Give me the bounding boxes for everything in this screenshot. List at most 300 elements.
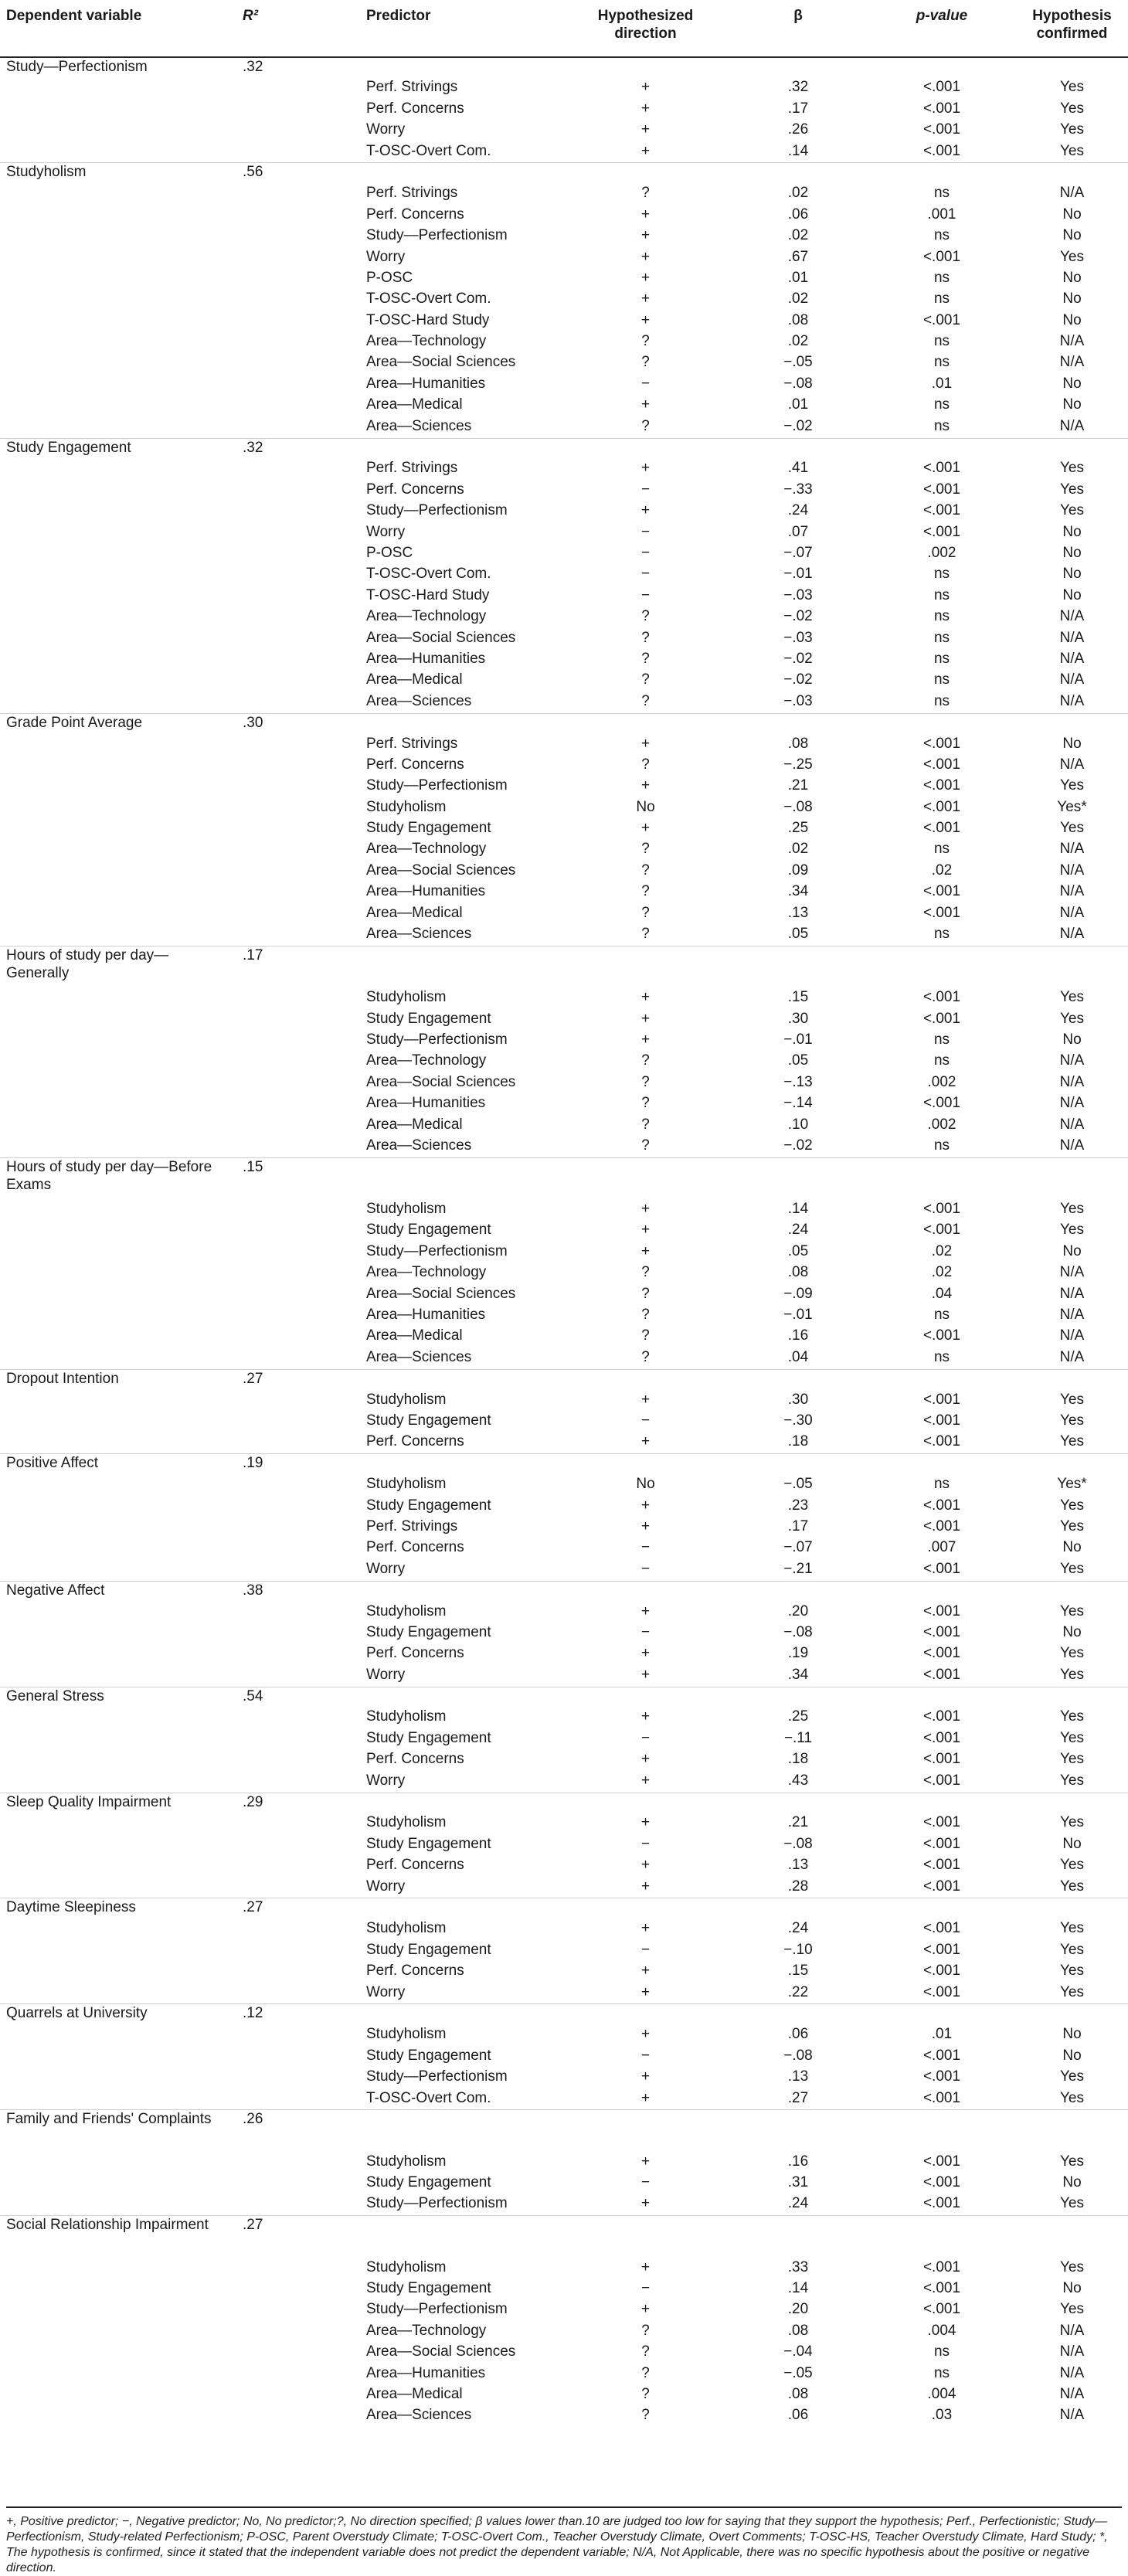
empty-cell: [562, 1687, 729, 1708]
empty-cell: [1016, 1687, 1128, 1708]
beta-cell: .23: [787, 1497, 809, 1514]
group-header-row: [0, 1687, 1128, 1708]
predictor-cell: Studyholism: [366, 1814, 447, 1831]
beta-cell: .05: [787, 1242, 809, 1259]
beta-cell: −.01: [783, 1307, 813, 1324]
direction-cell: −: [640, 1835, 651, 1852]
confirmed-cell: Yes: [1060, 121, 1084, 138]
empty-cell: [1016, 2131, 1128, 2152]
confirmed-cell: N/A: [1059, 1116, 1085, 1133]
direction-cell: +: [640, 1645, 651, 1662]
table-row: [0, 2279, 1128, 2300]
r-squared-value: .27: [236, 2216, 360, 2258]
predictor-cell: Worry: [366, 248, 406, 265]
p-value-cell: <.001: [922, 2068, 961, 2085]
predictor-cell: T-OSC-Overt Com.: [366, 2089, 491, 2106]
confirmed-cell: No: [1062, 1242, 1082, 1259]
empty-cell: [0, 1856, 236, 1877]
confirmed-cell: N/A: [1059, 2343, 1085, 2360]
beta-cell: .07: [787, 523, 809, 540]
group-header-row: [0, 57, 1128, 78]
empty-cell: [729, 1454, 868, 1475]
empty-cell: [236, 2173, 360, 2194]
empty-cell: [236, 735, 360, 756]
confirmed-cell: N/A: [1059, 2364, 1085, 2381]
predictor-cell: Area—Medical: [366, 1327, 463, 1344]
group-header-row: [0, 1157, 1128, 1178]
header-r-squared: [236, 0, 360, 57]
table-row: [0, 1983, 1128, 2004]
confirmed-cell: No: [1062, 735, 1082, 752]
empty-cell: [0, 2322, 236, 2343]
p-value-cell: .02: [931, 861, 953, 878]
table-row: [0, 1348, 1128, 1369]
p-value-cell: <.001: [922, 798, 961, 815]
beta-cell: .05: [787, 1052, 809, 1069]
predictor-cell: Area—Social Sciences: [366, 354, 516, 371]
beta-cell: .13: [787, 2068, 809, 2085]
empty-cell: [360, 438, 562, 459]
p-value-cell: <.001: [922, 502, 961, 519]
confirmed-cell: Yes: [1060, 2068, 1084, 2085]
predictor-cell: Perf. Strivings: [366, 185, 458, 202]
dependent-variable: Negative Affect: [0, 1581, 236, 1602]
confirmed-cell: N/A: [1059, 1052, 1085, 1069]
beta-cell: −.05: [783, 1476, 813, 1493]
confirmed-cell: N/A: [1059, 608, 1085, 625]
predictor-cell: Worry: [366, 1560, 406, 1577]
empty-cell: [236, 290, 360, 311]
confirmed-cell: N/A: [1059, 629, 1085, 646]
empty-cell: [236, 756, 360, 777]
p-value-cell: <.001: [922, 1560, 961, 1577]
direction-cell: +: [640, 1242, 651, 1259]
empty-cell: [236, 311, 360, 332]
p-value-cell: ns: [933, 1052, 950, 1069]
empty-cell: [729, 163, 868, 184]
confirmed-cell: No: [1062, 2026, 1082, 2043]
empty-cell: [0, 2153, 236, 2173]
empty-cell: [360, 2110, 562, 2131]
predictor-cell: Perf. Concerns: [366, 1433, 464, 1450]
direction-cell: +: [640, 1708, 651, 1725]
confirmed-cell: No: [1062, 1835, 1082, 1852]
predictor-cell: Studyholism: [366, 1708, 447, 1725]
confirmed-cell: Yes: [1060, 2195, 1084, 2212]
confirmed-cell: N/A: [1059, 650, 1085, 667]
empty-cell: [236, 2068, 360, 2088]
p-value-cell: <.001: [922, 777, 961, 794]
confirmed-cell: No: [1062, 206, 1082, 223]
dependent-variable: Hours of study per day—Before Exams: [0, 1157, 236, 1200]
beta-cell: −.13: [783, 1073, 813, 1090]
table-row: [0, 1010, 1128, 1031]
confirmed-cell: N/A: [1059, 1095, 1085, 1112]
p-value-cell: <.001: [922, 1878, 961, 1895]
beta-cell: .15: [787, 1963, 809, 1980]
beta-cell: .16: [787, 1327, 809, 1344]
empty-cell: [236, 1813, 360, 1834]
p-value-cell: ns: [933, 1137, 950, 1154]
p-value-cell: <.001: [922, 100, 961, 117]
direction-cell: ?: [641, 1348, 650, 1365]
confirmed-cell: Yes: [1060, 481, 1084, 498]
confirmed-cell: N/A: [1059, 692, 1085, 709]
empty-cell: [360, 1898, 562, 1919]
predictor-cell: Area—Technology: [366, 1052, 487, 1069]
table-row: [0, 501, 1128, 522]
empty-cell: [0, 1412, 236, 1432]
p-value-cell: ns: [933, 566, 950, 583]
predictor-cell: Area—Medical: [366, 1116, 463, 1133]
empty-cell: [0, 1623, 236, 1644]
r-squared-value: .27: [236, 1369, 360, 1390]
table-row: [0, 1919, 1128, 1940]
empty-cell: [868, 1687, 1016, 1708]
confirmed-cell: N/A: [1059, 883, 1085, 900]
predictor-cell: Study Engagement: [366, 1941, 491, 1958]
empty-cell: [236, 121, 360, 141]
predictor-cell: Study Engagement: [366, 1623, 491, 1640]
confirmed-cell: Yes: [1060, 1560, 1084, 1577]
table-row: [0, 2322, 1128, 2343]
empty-cell: [0, 1073, 236, 1094]
empty-cell: [0, 840, 236, 861]
empty-cell: [729, 1687, 868, 1708]
empty-cell: [236, 2047, 360, 2068]
p-value-cell: <.001: [922, 904, 961, 921]
beta-cell: −.08: [783, 1835, 813, 1852]
p-value-cell: ns: [933, 1031, 950, 1048]
p-value-cell: ns: [933, 185, 950, 202]
table-row: [0, 417, 1128, 438]
table-row: [0, 777, 1128, 797]
table-header: [0, 0, 1128, 57]
confirmed-cell: No: [1062, 2280, 1082, 2297]
confirmed-cell: No: [1062, 291, 1082, 308]
predictor-cell: Perf. Concerns: [366, 756, 464, 773]
confirmed-cell: No: [1062, 1623, 1082, 1640]
beta-cell: .24: [787, 1920, 809, 1937]
empty-cell: [0, 904, 236, 925]
table-row: [0, 2343, 1128, 2364]
r-squared-value: .26: [236, 2110, 360, 2153]
confirmed-cell: Yes: [1060, 1772, 1084, 1789]
predictor-cell: Worry: [366, 523, 406, 540]
confirmed-cell: N/A: [1059, 861, 1085, 878]
table-row: [0, 2153, 1128, 2173]
confirmed-cell: N/A: [1059, 2385, 1085, 2402]
predictor-cell: T-OSC-Overt Com.: [366, 142, 491, 159]
table-row: [0, 184, 1128, 205]
direction-cell: ?: [641, 354, 650, 371]
empty-cell: [868, 2216, 1016, 2237]
empty-cell: [868, 2110, 1016, 2131]
direction-cell: −: [640, 2047, 651, 2064]
empty-cell: [1016, 438, 1128, 459]
group-header-row: [0, 2004, 1128, 2025]
beta-cell: −.10: [783, 1941, 813, 1958]
predictor-cell: Area—Humanities: [366, 2364, 486, 2381]
empty-cell: [236, 1666, 360, 1687]
empty-cell: [360, 1157, 562, 1178]
empty-cell: [236, 2364, 360, 2385]
beta-cell: .02: [787, 841, 809, 858]
table-row: [0, 1031, 1128, 1052]
p-value-cell: .02: [931, 1264, 953, 1281]
direction-cell: +: [640, 2258, 651, 2275]
p-value-cell: ns: [933, 2364, 950, 2381]
predictor-cell: Area—Medical: [366, 396, 463, 413]
beta-cell: .41: [787, 460, 809, 477]
table-row: [0, 1285, 1128, 1306]
beta-cell: −.30: [783, 1412, 813, 1429]
direction-cell: ?: [641, 1264, 650, 1281]
table-row: [0, 1263, 1128, 1284]
empty-cell: [236, 565, 360, 586]
table-row: [0, 459, 1128, 480]
direction-cell: ?: [641, 926, 650, 943]
direction-cell: +: [640, 2026, 651, 2043]
empty-cell: [236, 184, 360, 205]
group-header-row: [0, 946, 1128, 967]
predictor-cell: Perf. Strivings: [366, 460, 458, 477]
predictor-cell: Study Engagement: [366, 1835, 491, 1852]
p-value-cell: <.001: [922, 2195, 961, 2212]
empty-cell: [0, 925, 236, 946]
beta-cell: −.07: [783, 544, 813, 561]
confirmed-cell: No: [1062, 1539, 1082, 1556]
empty-cell: [0, 1285, 236, 1306]
direction-cell: −: [640, 375, 651, 392]
header-dependent-variable: Dependent variable: [0, 0, 236, 57]
empty-cell: [562, 946, 729, 967]
confirmed-cell: No: [1062, 269, 1082, 286]
confirmed-cell: N/A: [1059, 417, 1085, 434]
empty-cell: [0, 1200, 236, 1221]
direction-cell: ?: [641, 629, 650, 646]
p-value-cell: ns: [933, 291, 950, 308]
empty-cell: [868, 1369, 1016, 1390]
beta-cell: .17: [787, 1517, 809, 1534]
empty-cell: [729, 2110, 868, 2131]
direction-cell: ?: [641, 671, 650, 688]
direction-cell: ?: [641, 2385, 650, 2402]
predictor-cell: Perf. Concerns: [366, 100, 464, 117]
direction-cell: ?: [641, 692, 650, 709]
empty-cell: [0, 1221, 236, 1242]
predictor-cell: Study Engagement: [366, 1497, 491, 1514]
beta-cell: −.21: [783, 1560, 813, 1577]
group-header-row: [0, 438, 1128, 459]
predictor-cell: Study—Perfectionism: [366, 2068, 508, 2085]
p-value-cell: <.001: [922, 735, 961, 752]
p-value-cell: <.001: [922, 1751, 961, 1768]
empty-cell: [0, 1560, 236, 1581]
empty-cell: [0, 1666, 236, 1687]
table-row: [0, 2173, 1128, 2194]
predictor-cell: Area—Social Sciences: [366, 861, 516, 878]
predictor-cell: Area—Technology: [366, 333, 487, 350]
empty-cell: [236, 861, 360, 882]
table-row: [0, 1813, 1128, 1834]
confirmed-cell: Yes: [1060, 1983, 1084, 2000]
p-value-cell: ns: [933, 227, 950, 244]
beta-cell: .14: [787, 2280, 809, 2297]
empty-cell: [0, 1137, 236, 1157]
beta-cell: .17: [787, 100, 809, 117]
empty-cell: [0, 1708, 236, 1728]
beta-cell: −.08: [783, 2047, 813, 2064]
direction-cell: +: [640, 1433, 651, 1450]
empty-cell: [1016, 1454, 1128, 1475]
empty-cell: [360, 163, 562, 184]
table-row: [0, 2385, 1128, 2406]
empty-cell: [0, 1983, 236, 2004]
empty-cell: [360, 1687, 562, 1708]
empty-cell: [1016, 967, 1128, 988]
empty-cell: [236, 1263, 360, 1284]
empty-cell: [236, 1729, 360, 1750]
empty-cell: [236, 925, 360, 946]
confirmed-cell: Yes: [1060, 100, 1084, 117]
p-value-cell: <.001: [922, 2280, 961, 2297]
empty-cell: [0, 607, 236, 628]
direction-cell: +: [640, 502, 651, 519]
r-squared-value: .15: [236, 1157, 360, 1200]
p-value-cell: <.001: [922, 481, 961, 498]
direction-cell: −: [640, 2174, 651, 2191]
empty-cell: [236, 1242, 360, 1263]
predictor-cell: Study—Perfectionism: [366, 777, 508, 794]
confirmed-cell: Yes*: [1057, 798, 1087, 815]
p-value-cell: <.001: [922, 2047, 961, 2064]
empty-cell: [0, 1962, 236, 1983]
beta-cell: −.01: [783, 1031, 813, 1048]
confirmed-cell: Yes: [1060, 2153, 1084, 2170]
beta-cell: −.09: [783, 1285, 813, 1302]
p-value-cell: .004: [927, 2385, 956, 2402]
table-row: [0, 1962, 1128, 1983]
beta-cell: .08: [787, 2385, 809, 2402]
empty-cell: [0, 586, 236, 607]
p-value-cell: ns: [933, 586, 950, 603]
table-row: [0, 1200, 1128, 1221]
confirmed-cell: Yes: [1060, 777, 1084, 794]
confirmed-cell: Yes: [1060, 502, 1084, 519]
empty-cell: [236, 1983, 360, 2004]
empty-cell: [0, 650, 236, 671]
direction-cell: ?: [641, 2343, 650, 2360]
table-row: [0, 1538, 1128, 1559]
empty-cell: [1016, 2237, 1128, 2258]
confirmed-cell: N/A: [1059, 926, 1085, 943]
beta-cell: .18: [787, 1751, 809, 1768]
confirmed-cell: N/A: [1059, 671, 1085, 688]
empty-cell: [236, 269, 360, 290]
table-row: [0, 523, 1128, 544]
beta-cell: −.02: [783, 671, 813, 688]
empty-cell: [1016, 2216, 1128, 2237]
empty-cell: [562, 2004, 729, 2025]
beta-cell: .04: [787, 1348, 809, 1365]
table-row: [0, 904, 1128, 925]
beta-cell: .05: [787, 926, 809, 943]
direction-cell: −: [640, 1539, 651, 1556]
p-value-cell: <.001: [922, 1666, 961, 1683]
confirmed-cell: N/A: [1059, 2322, 1085, 2339]
empty-cell: [0, 629, 236, 650]
confirmed-cell: Yes: [1060, 989, 1084, 1006]
empty-cell: [868, 163, 1016, 184]
empty-cell: [729, 1179, 868, 1200]
empty-cell: [0, 311, 236, 332]
table-row: [0, 607, 1128, 628]
empty-cell: [0, 1497, 236, 1517]
empty-cell: [360, 2004, 562, 2025]
beta-cell: .02: [787, 185, 809, 202]
empty-cell: [0, 523, 236, 544]
empty-cell: [360, 57, 562, 78]
predictor-cell: P-OSC: [366, 544, 413, 561]
beta-cell: .02: [787, 227, 809, 244]
header-p-value-label: p-value: [916, 8, 968, 24]
beta-cell: .13: [787, 904, 809, 921]
predictor-cell: P-OSC: [366, 269, 413, 286]
empty-cell: [0, 1348, 236, 1369]
empty-cell: [868, 967, 1016, 988]
table-row: [0, 2047, 1128, 2068]
r-squared-value: .38: [236, 1581, 360, 1602]
beta-cell: −.04: [783, 2343, 813, 2360]
dependent-variable: Quarrels at University: [0, 2004, 236, 2025]
predictor-cell: T-OSC-Hard Study: [366, 311, 490, 328]
direction-cell: +: [640, 311, 651, 328]
predictor-cell: Worry: [366, 1772, 406, 1789]
confirmed-cell: Yes*: [1057, 1476, 1087, 1493]
empty-cell: [236, 1200, 360, 1221]
predictor-cell: Study Engagement: [366, 2047, 491, 2064]
empty-cell: [236, 607, 360, 628]
predictor-cell: Studyholism: [366, 1391, 447, 1408]
dependent-variable: Study Engagement: [0, 438, 236, 459]
table-row: [0, 2068, 1128, 2088]
empty-cell: [729, 2004, 868, 2025]
empty-cell: [0, 269, 236, 290]
confirmed-cell: Yes: [1060, 820, 1084, 837]
beta-cell: −.03: [783, 586, 813, 603]
empty-cell: [729, 1369, 868, 1390]
beta-cell: −.05: [783, 2364, 813, 2381]
confirmed-cell: Yes: [1060, 2301, 1084, 2318]
predictor-cell: Area—Social Sciences: [366, 629, 516, 646]
empty-cell: [0, 1750, 236, 1771]
p-value-cell: <.001: [922, 1814, 961, 1831]
dependent-variable: Grade Point Average: [0, 713, 236, 734]
predictor-cell: Area—Medical: [366, 671, 463, 688]
group-header-row: [0, 2216, 1128, 2237]
p-value-cell: <.001: [922, 1729, 961, 1746]
table-row: [0, 396, 1128, 416]
predictor-cell: Area—Social Sciences: [366, 1285, 516, 1302]
p-value-cell: .02: [931, 1242, 953, 1259]
predictor-cell: Perf. Concerns: [366, 1539, 464, 1556]
beta-cell: .43: [787, 1772, 809, 1789]
empty-cell: [0, 1729, 236, 1750]
empty-cell: [236, 1052, 360, 1072]
beta-cell: .06: [787, 2026, 809, 2043]
empty-cell: [360, 713, 562, 734]
